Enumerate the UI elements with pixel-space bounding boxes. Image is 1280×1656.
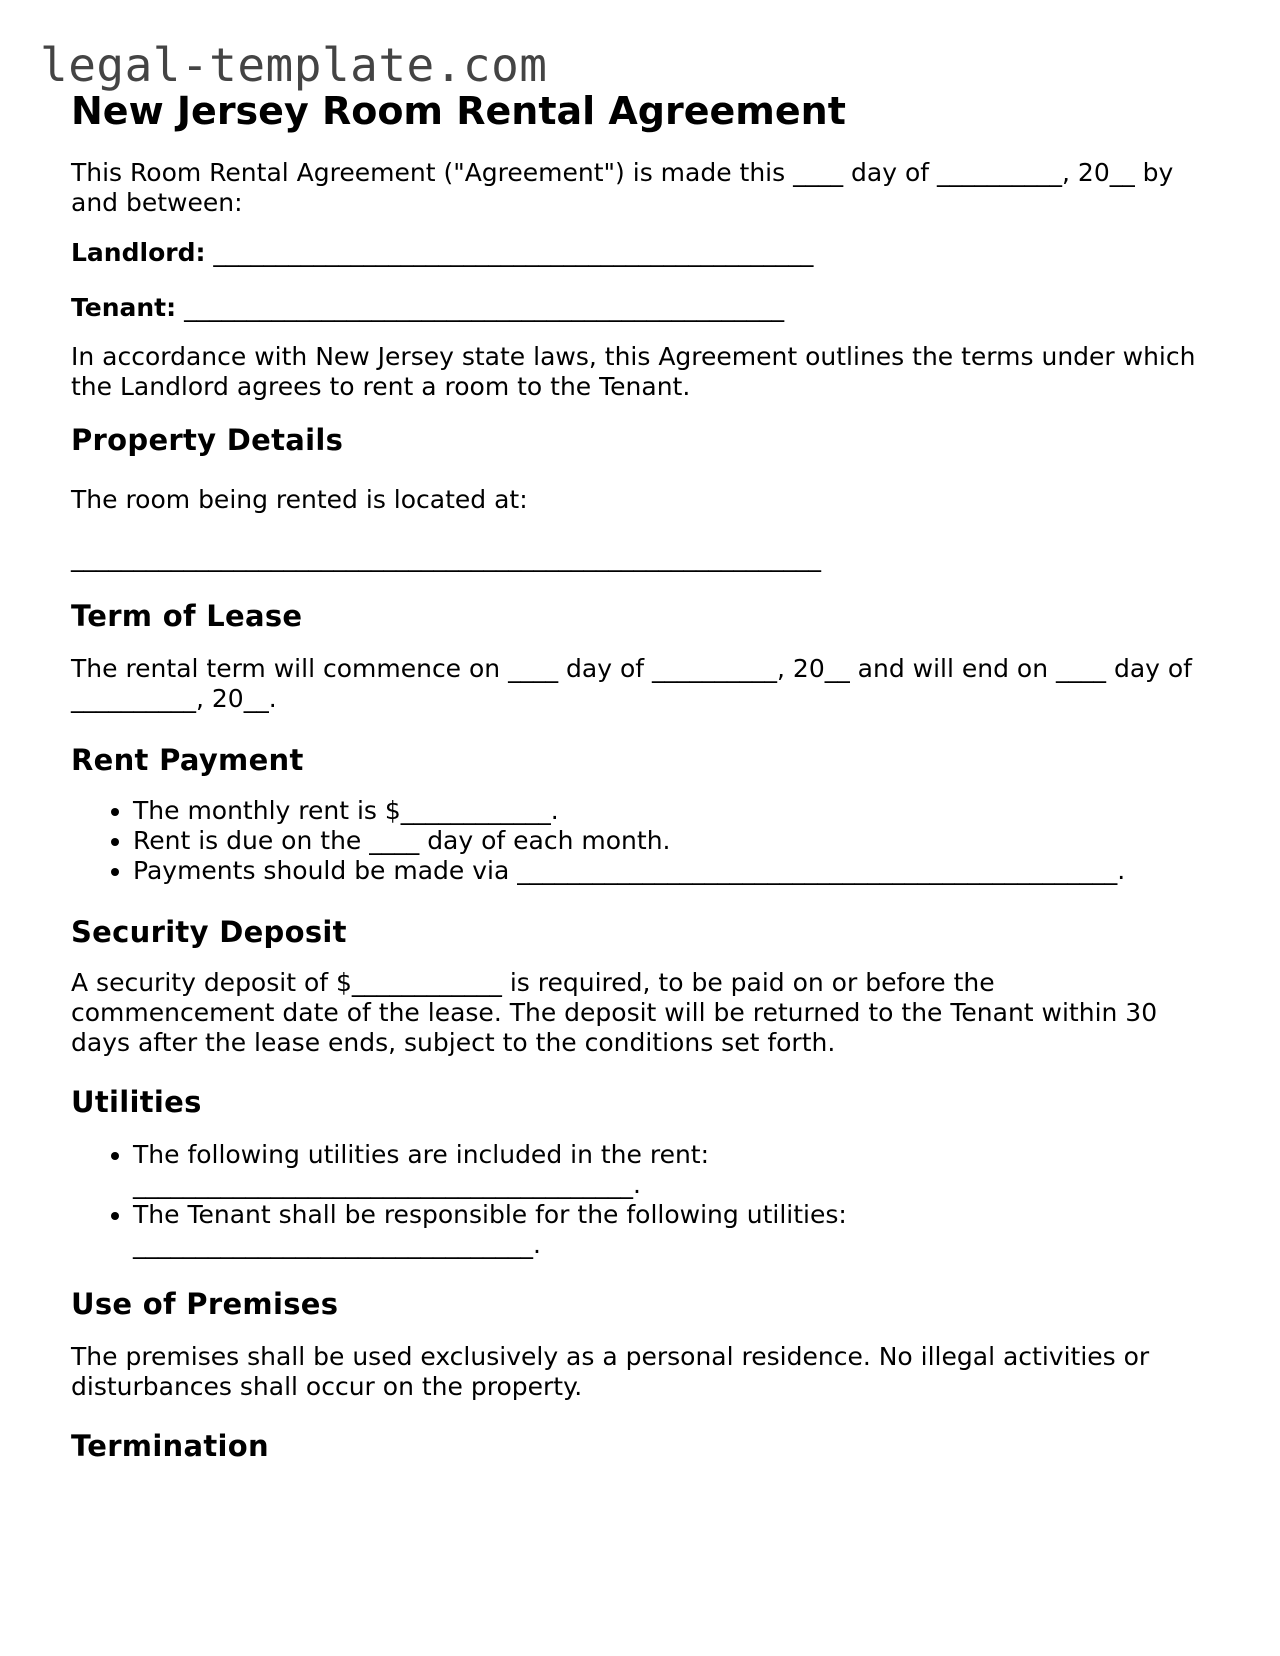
utilities-item-tenant: • The Tenant shall be responsible for the following utilities: ________________________________. [133, 1200, 913, 1260]
tenant-line [71, 293, 784, 323]
term-text: The rental term will commence on ____ day of __________, 20__ and will end on ____ day of __________, 20__. [71, 654, 1192, 713]
term-heading: Term of Lease [71, 599, 303, 633]
page-title: New Jersey Room Rental Agreement [71, 89, 846, 133]
rent-heading: Rent Payment [71, 743, 304, 777]
premises-text: The premises shall be used exclusively as a personal residence. No illegal activities or disturbances shall occur on the property. [71, 1342, 1150, 1401]
deposit-text: A security deposit of $____________ is required, to be paid on or before the commencement date of the lease. The deposit will be returned to the Tenant within 30 days after the lease ends, subject to the conditions set forth. [71, 968, 1158, 1057]
property-address-blank: ____________________________________________________________ [71, 543, 821, 572]
tenant-label: Tenant: [71, 293, 177, 322]
utilities-list [71, 1140, 913, 1260]
rent-item-payment-method: • Payments should be made via ________________________________________________. [133, 856, 1213, 886]
accordance-paragraph: In accordance with New Jersey state laws, this Agreement outlines the terms under which the Landlord agrees to rent a room to the Tenant. [71, 342, 1196, 401]
landlord-blank: ________________________________________________ [213, 238, 814, 267]
watermark: legal-template.com [40, 38, 548, 92]
termination-heading: Termination [71, 1429, 269, 1463]
tenant-blank: ________________________________________________ [184, 293, 785, 322]
property-text: The room being rented is located at: [71, 485, 528, 514]
rent-item-due-day: • Rent is due on the ____ day of each month. [133, 826, 1213, 856]
rent-item-amount: • The monthly rent is $____________. [133, 796, 1213, 826]
landlord-label: Landlord: [71, 238, 206, 267]
utilities-heading: Utilities [71, 1085, 202, 1119]
property-heading: Property Details [71, 423, 344, 457]
premises-heading: Use of Premises [71, 1287, 339, 1321]
rent-list [71, 796, 1213, 886]
intro-paragraph: This Room Rental Agreement ("Agreement") is made this ____ day of __________, 20__ by and between: [71, 158, 1174, 217]
utilities-item-included: • The following utilities are included in the rent: ________________________________________. [133, 1140, 913, 1200]
deposit-heading: Security Deposit [71, 915, 347, 949]
landlord-line [71, 238, 813, 268]
